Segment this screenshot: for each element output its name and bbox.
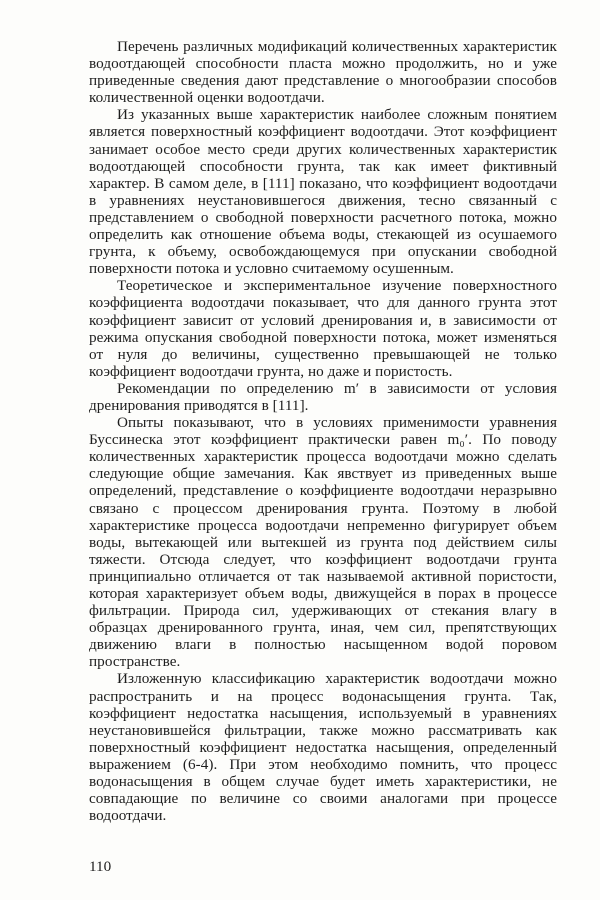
body-text: [89, 38, 557, 824]
paragraph-1: Перечень различных модификаций количественных характеристик водоотдающей способности пласта можно продолжить, но и уже приведенные сведения дают представление о многообразии способов количественной оценки водоотдачи.: [89, 38, 557, 107]
page-number: 110: [89, 858, 112, 875]
paragraph-2: Из указанных выше характеристик наиболее сложным понятием является поверхностный коэффициент водоотдачи. Этот коэффициент занимает особое место среди других количественных характеристик водоотдающей способности грунта, так как имеет фиктивный характер. В самом деле, в [111] показано, что коэффициент водоотдачи в уравнениях неустановившегося движения, тесно связанный с представлением о свободной поверхности расчетного потока, можно определить как отношение объема воды, стекающей из осушаемого грунта, к объему, освобождающемуся при опускании свободной поверхности потока и условно считаемому осушенным.: [89, 106, 557, 278]
paragraph-6: Изложенную классификацию характеристик водоотдачи можно распространить и на процесс водонасыщения грунта. Так, коэффициент недостатка насыщения, используемый в уравнениях неустановившейся фильтрации, также можно рассматривать как поверхностный коэффициент недостатка насыщения, определенный выражением (6-4). При этом необходимо помнить, что процесс водонасыщения в общем случае будет иметь характеристики, не совпадающие по величине со своими аналогами при процессе водоотдачи.: [89, 670, 557, 825]
paragraph-5: Опыты показывают, что в условиях применимости уравнения Буссинеска этот коэффициент практически равен m₀′. По поводу количественных характеристик процесса водоотдачи можно сделать следующие общие замечания. Как явствует из приведенных выше определений, представление о коэффициенте водоотдачи неразрывно связано с процессом дренирования грунта. Поэтому в любой характеристике процесса водоотдачи непременно фигурирует объем воды, вытекающей или вытекшей из грунта под действием силы тяжести. Отсюда следует, что коэффициент водоотдачи грунта принципиально отличается от так называемой активной пористости, которая характеризует объем воды, движущейся в порах в процессе фильтрации. Природа сил, удерживающих от стекания влагу в образцах дренированного грунта, иная, чем сил, препятствующих движению влаги в полностью насыщенном водой поровом пространстве.: [89, 414, 557, 671]
paragraph-3: Теоретическое и экспериментальное изучение поверхностного коэффициента водоотдачи показывает, что для данного грунта этот коэффициент зависит от условий дренирования и, в зависимости от режима опускания свободной поверхности потока, может изменяться от нуля до величины, существенно превышающей не только коэффициент водоотдачи грунта, но даже и пористость.: [89, 277, 557, 380]
paragraph-4: Рекомендации по определению m′ в зависимости от условия дренирования приводятся в [111].: [89, 379, 557, 414]
